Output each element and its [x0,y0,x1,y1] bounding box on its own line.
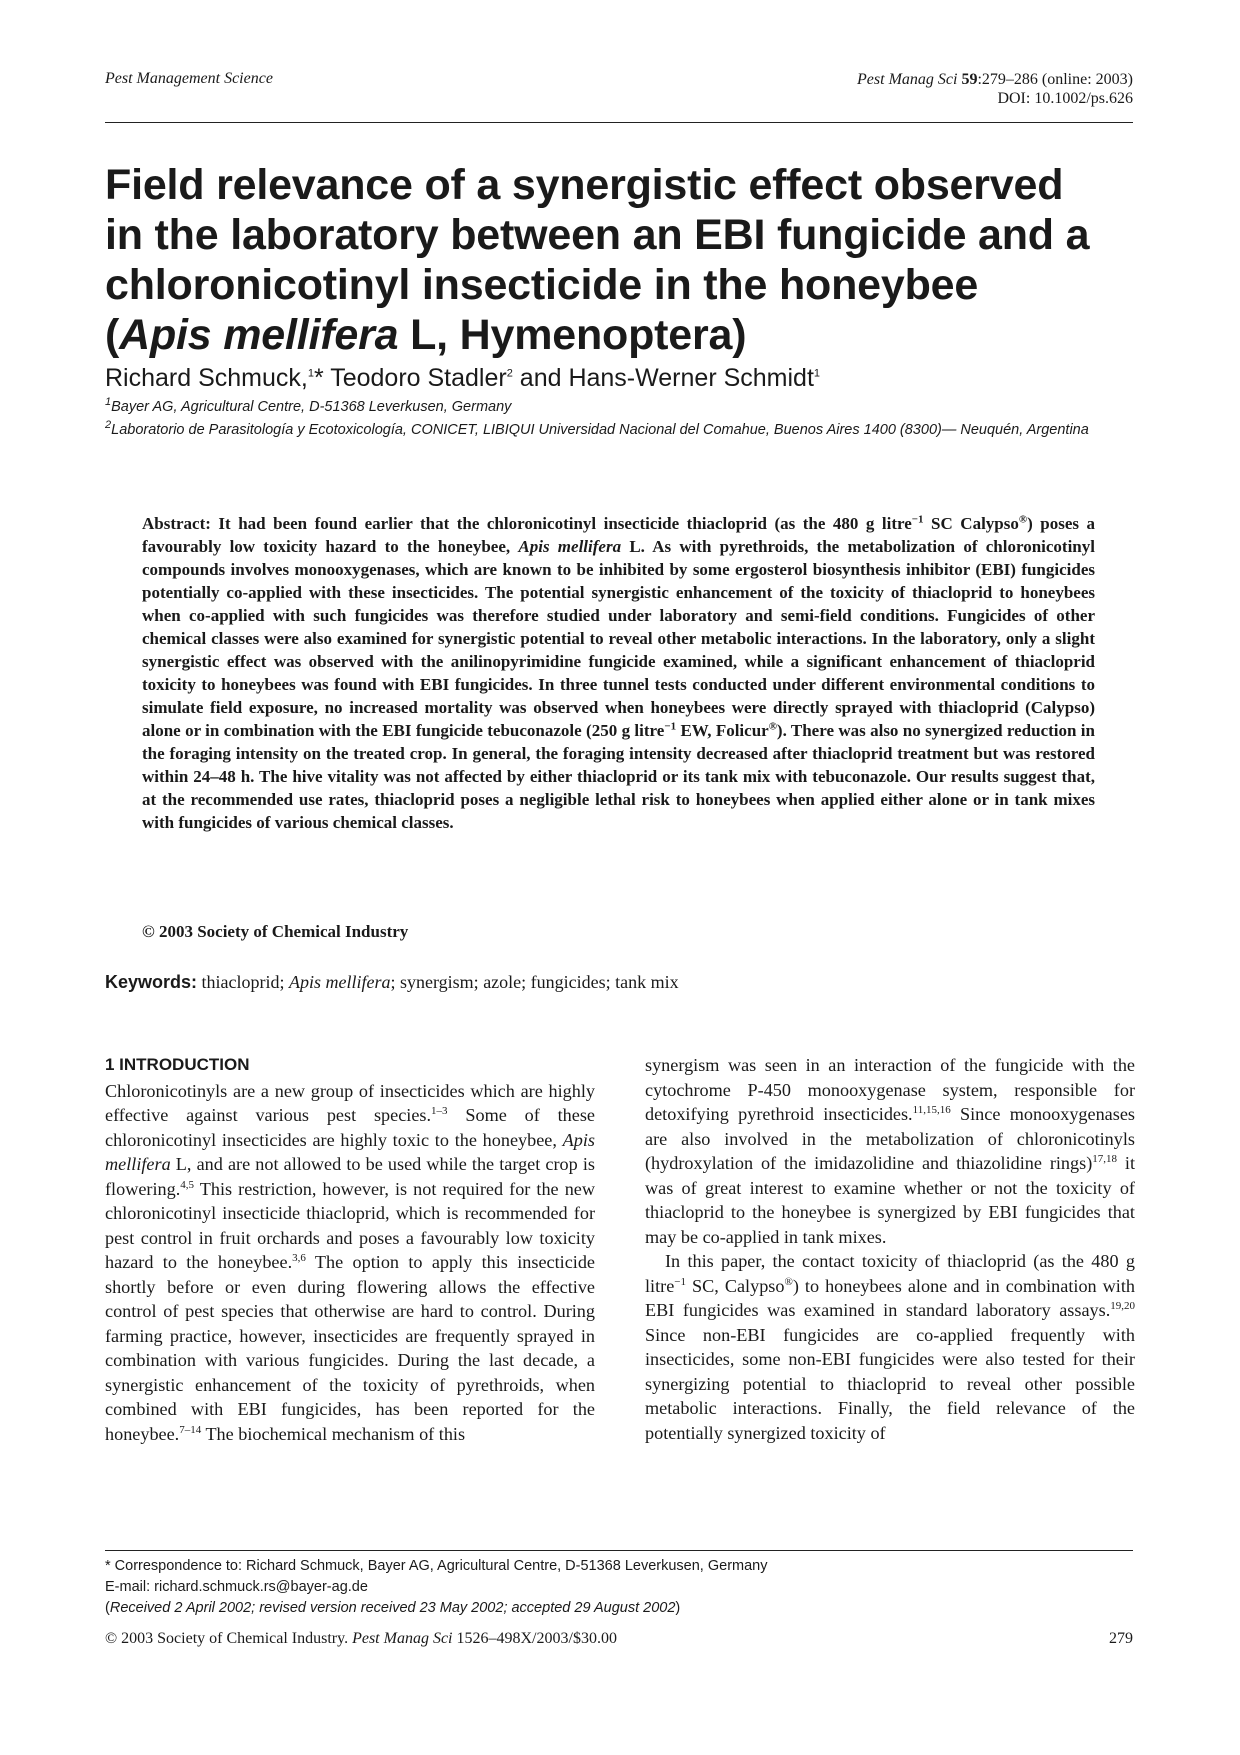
citation-sup: 17,18 [1092,1152,1118,1165]
abstract-copyright: © 2003 Society of Chemical Industry [142,922,409,941]
footnotes [105,1556,767,1619]
keywords-label: Keywords: [105,972,198,992]
correspondence-note: * Correspondence to: Richard Schmuck, Bayer AG, Agricultural Centre, D-51368 Leverkusen, Germany [105,1558,768,1574]
body-column-right [645,1053,1135,1445]
abstract-text: ). There was also no synergized reduction in the foraging intensity on the treated crop. In general, the foraging intensity decreased after thiacloprid treatment but was restored within 24–48 h. The hive vitality was not affected by either thiacloprid or its tank mix with tebuconazole. Our results suggest that, at the recommended use rates, thiacloprid poses a negligible lethal risk to honeybees when applied either alone or in tank mixes with fungicides of various chemical classes. [142,721,1095,832]
title-paren: ( [105,311,120,359]
corresponding-star: * [313,364,324,392]
citation-sup: 7–14 [179,1423,202,1436]
email-note: E-mail: richard.schmuck.rs@bayer-ag.de [105,1579,368,1595]
paragraph [645,1249,1135,1445]
paragraph [105,1079,595,1447]
registered-mark: ® [768,720,777,733]
page-header [105,70,1133,123]
affil-text: Laboratorio de Parasitología y Ecotoxicología, CONICET, LIBIQUI Universidad Nacional del Comahue, Buenos Aires 1400 (8300)— Neuquén, Argentina [111,422,1089,438]
author-affil-sup: 1 [307,367,314,380]
body-text: it was of great interest to examine whether or not the toxicity of thiacloprid to the honeybee is synergized by EBI fungicides that may be co-applied in tank mixes. [645,1153,1135,1247]
body-column-left [105,1053,595,1446]
section-heading: 1 INTRODUCTION [105,1055,250,1074]
doi: DOI: 10.1002/ps.626 [997,90,1133,107]
abstract [142,512,1095,834]
citation-sup: 11,15,16 [912,1103,951,1116]
author-affil-sup: 1 [813,367,821,380]
received-dates: Received 2 April 2002; revised version received 23 May 2002; accepted 29 August 2002 [109,1600,676,1616]
body-species: Apis mellifera [105,1129,595,1174]
body-text: synergism was seen in an interaction of the fungicide with the cytochrome P-450 monooxygenase system, responsible for detoxifying pyrethroid insecticides. [645,1055,1135,1124]
citation-sup: 4,5 [180,1178,195,1191]
footnote-divider [105,1550,1133,1551]
cite-journal: Pest Manag Sci [857,71,958,88]
title-line: Field relevance of a synergistic effect observed [105,161,1064,209]
paragraph [645,1053,1135,1249]
abstract-text: Abstract: It had been found earlier that the chloronicotinyl insecticide thiacloprid (as the 480 g litre [142,514,912,533]
affil-num: 2 [105,419,112,432]
unit-sup: −1 [664,720,677,733]
author-name: Richard Schmuck, [105,364,308,392]
keyword-text: thiacloprid; [197,972,290,992]
page-footer [105,1630,1133,1648]
cite-pages: :279–286 (online: 2003) [977,71,1133,88]
affil-num: 1 [105,396,112,409]
abstract-text: EW, Folicur [676,721,769,740]
title-rest: L, Hymenoptera) [398,311,747,359]
body-text: In this paper, the contact toxicity of thiacloprid (as the 480 g litre [645,1251,1135,1296]
author-list [105,364,820,393]
affiliation-2 [105,421,1140,440]
citation-sup: 3,6 [292,1251,306,1264]
body-text: Since non-EBI fungicides are co-applied frequently with insecticides, some non-EBI fungicides were also tested for their synergizing potential to thiacloprid to reveal other possible metabolic interactions. Finally, the field relevance of the potentially synergized toxicity of [645,1324,1135,1443]
body-text: Since monooxygenases are also involved in the metabolization of chloronicotinyls (hydroxylation of the imidazolidine and thiazolidine rings) [645,1104,1135,1173]
abstract-text: ) poses a favourably low toxicity hazard to the honeybee, [142,514,1095,556]
author-affil-sup: 2 [506,367,513,380]
body-text: The option to apply this insecticide shortly before or even during flowering allows the effective control of pest species that otherwise are hard to control. During farming practice, however, insecticides are frequently sprayed in combination with various fungicides. During the last decade, a synergistic enhancement of the toxicity of pyrethroids, when combined with EBI fungicides, has been reported for the honeybee. [105,1252,596,1444]
keywords [105,972,679,993]
body-text: L, and are not allowed to be used while the target crop is flowering. [105,1154,595,1199]
title-line: in the laboratory between an EBI fungicide and a [105,211,1090,259]
body-text: Chloronicotinyls are a new group of insecticides which are highly effective against various pest species. [105,1080,595,1125]
title-line: chloronicotinyl insecticide in the honeybee [105,261,979,309]
keyword-species: Apis mellifera [289,972,391,992]
author-name: and Hans-Werner Schmidt [512,364,814,392]
unit-sup: −1 [911,513,924,526]
affil-text: Bayer AG, Agricultural Centre, D-51368 Leverkusen, Germany [111,399,512,415]
unit-sup: −1 [674,1275,687,1288]
title-line [105,310,1140,360]
body-text: SC, Calypso [686,1275,785,1296]
citation-sup: 1–3 [431,1104,448,1117]
affiliation-1 [105,398,1140,417]
body-text: The biochemical mechanism of this [201,1423,466,1444]
body-text: This restriction, however, is not required for the new chloronicotinyl insecticide thiacloprid, which is recommended for pest control in fruit orchards and poses a favourably low toxicity hazard to the honeybee. [105,1178,595,1272]
body-text: ) to honeybees alone and in combination with EBI fungicides was examined in standard laboratory assays. [645,1275,1135,1320]
footer-journal: Pest Manag Sci [352,1630,453,1647]
footer-copyright: © 2003 Society of Chemical Industry. [105,1630,353,1647]
title-species: Apis mellifera [119,311,399,359]
journal-name: Pest Management Science [105,70,273,87]
body-text: Some of these chloronicotinyl insecticides are highly toxic to the honeybee, [105,1105,595,1150]
article-title [105,160,1140,360]
received-note: (Received 2 April 2002; revised version received 23 May 2002; accepted 29 August 2002) [105,1600,681,1616]
cite-volume: 59 [961,71,978,88]
abstract-species: Apis mellifera [518,537,622,556]
abstract-text: SC Calypso [923,514,1019,533]
citation [857,70,1133,108]
abstract-text: L. As with pyrethroids, the metabolization of chloronicotinyl compounds involves monooxygenases, which are known to be inhibited by some ergosterol biosynthesis inhibitor (EBI) fungicides potentially co-applied with these insecticides. The potential synergistic enhancement of the toxicity of thiacloprid to honeybees when co-applied with such fungicides was therefore studied under laboratory and semi-field conditions. Fungicides of other chemical classes were also examined for synergistic potential to reveal other metabolic interactions. In the laboratory, only a slight synergistic effect was observed with the anilinopyrimidine fungicide examined, while a significant enhancement of thiacloprid toxicity to honeybees was found with EBI fungicides. In three tunnel tests conducted under different environmental conditions to simulate field exposure, no increased mortality was observed when honeybees were directly sprayed with thiacloprid (Calypso) alone or in combination with the EBI fungicide tebuconazole (250 g litre [142,537,1095,740]
author-name: Teodoro Stadler [323,364,507,392]
registered-mark: ® [1018,513,1028,526]
keyword-text: ; synergism; azole; fungicides; tank mix [390,972,679,992]
footer-issn: 1526–498X/2003/$30.00 [452,1630,617,1647]
registered-mark: ® [784,1275,793,1288]
page-number: 279 [1109,1630,1133,1647]
citation-sup: 19,20 [1110,1299,1135,1312]
